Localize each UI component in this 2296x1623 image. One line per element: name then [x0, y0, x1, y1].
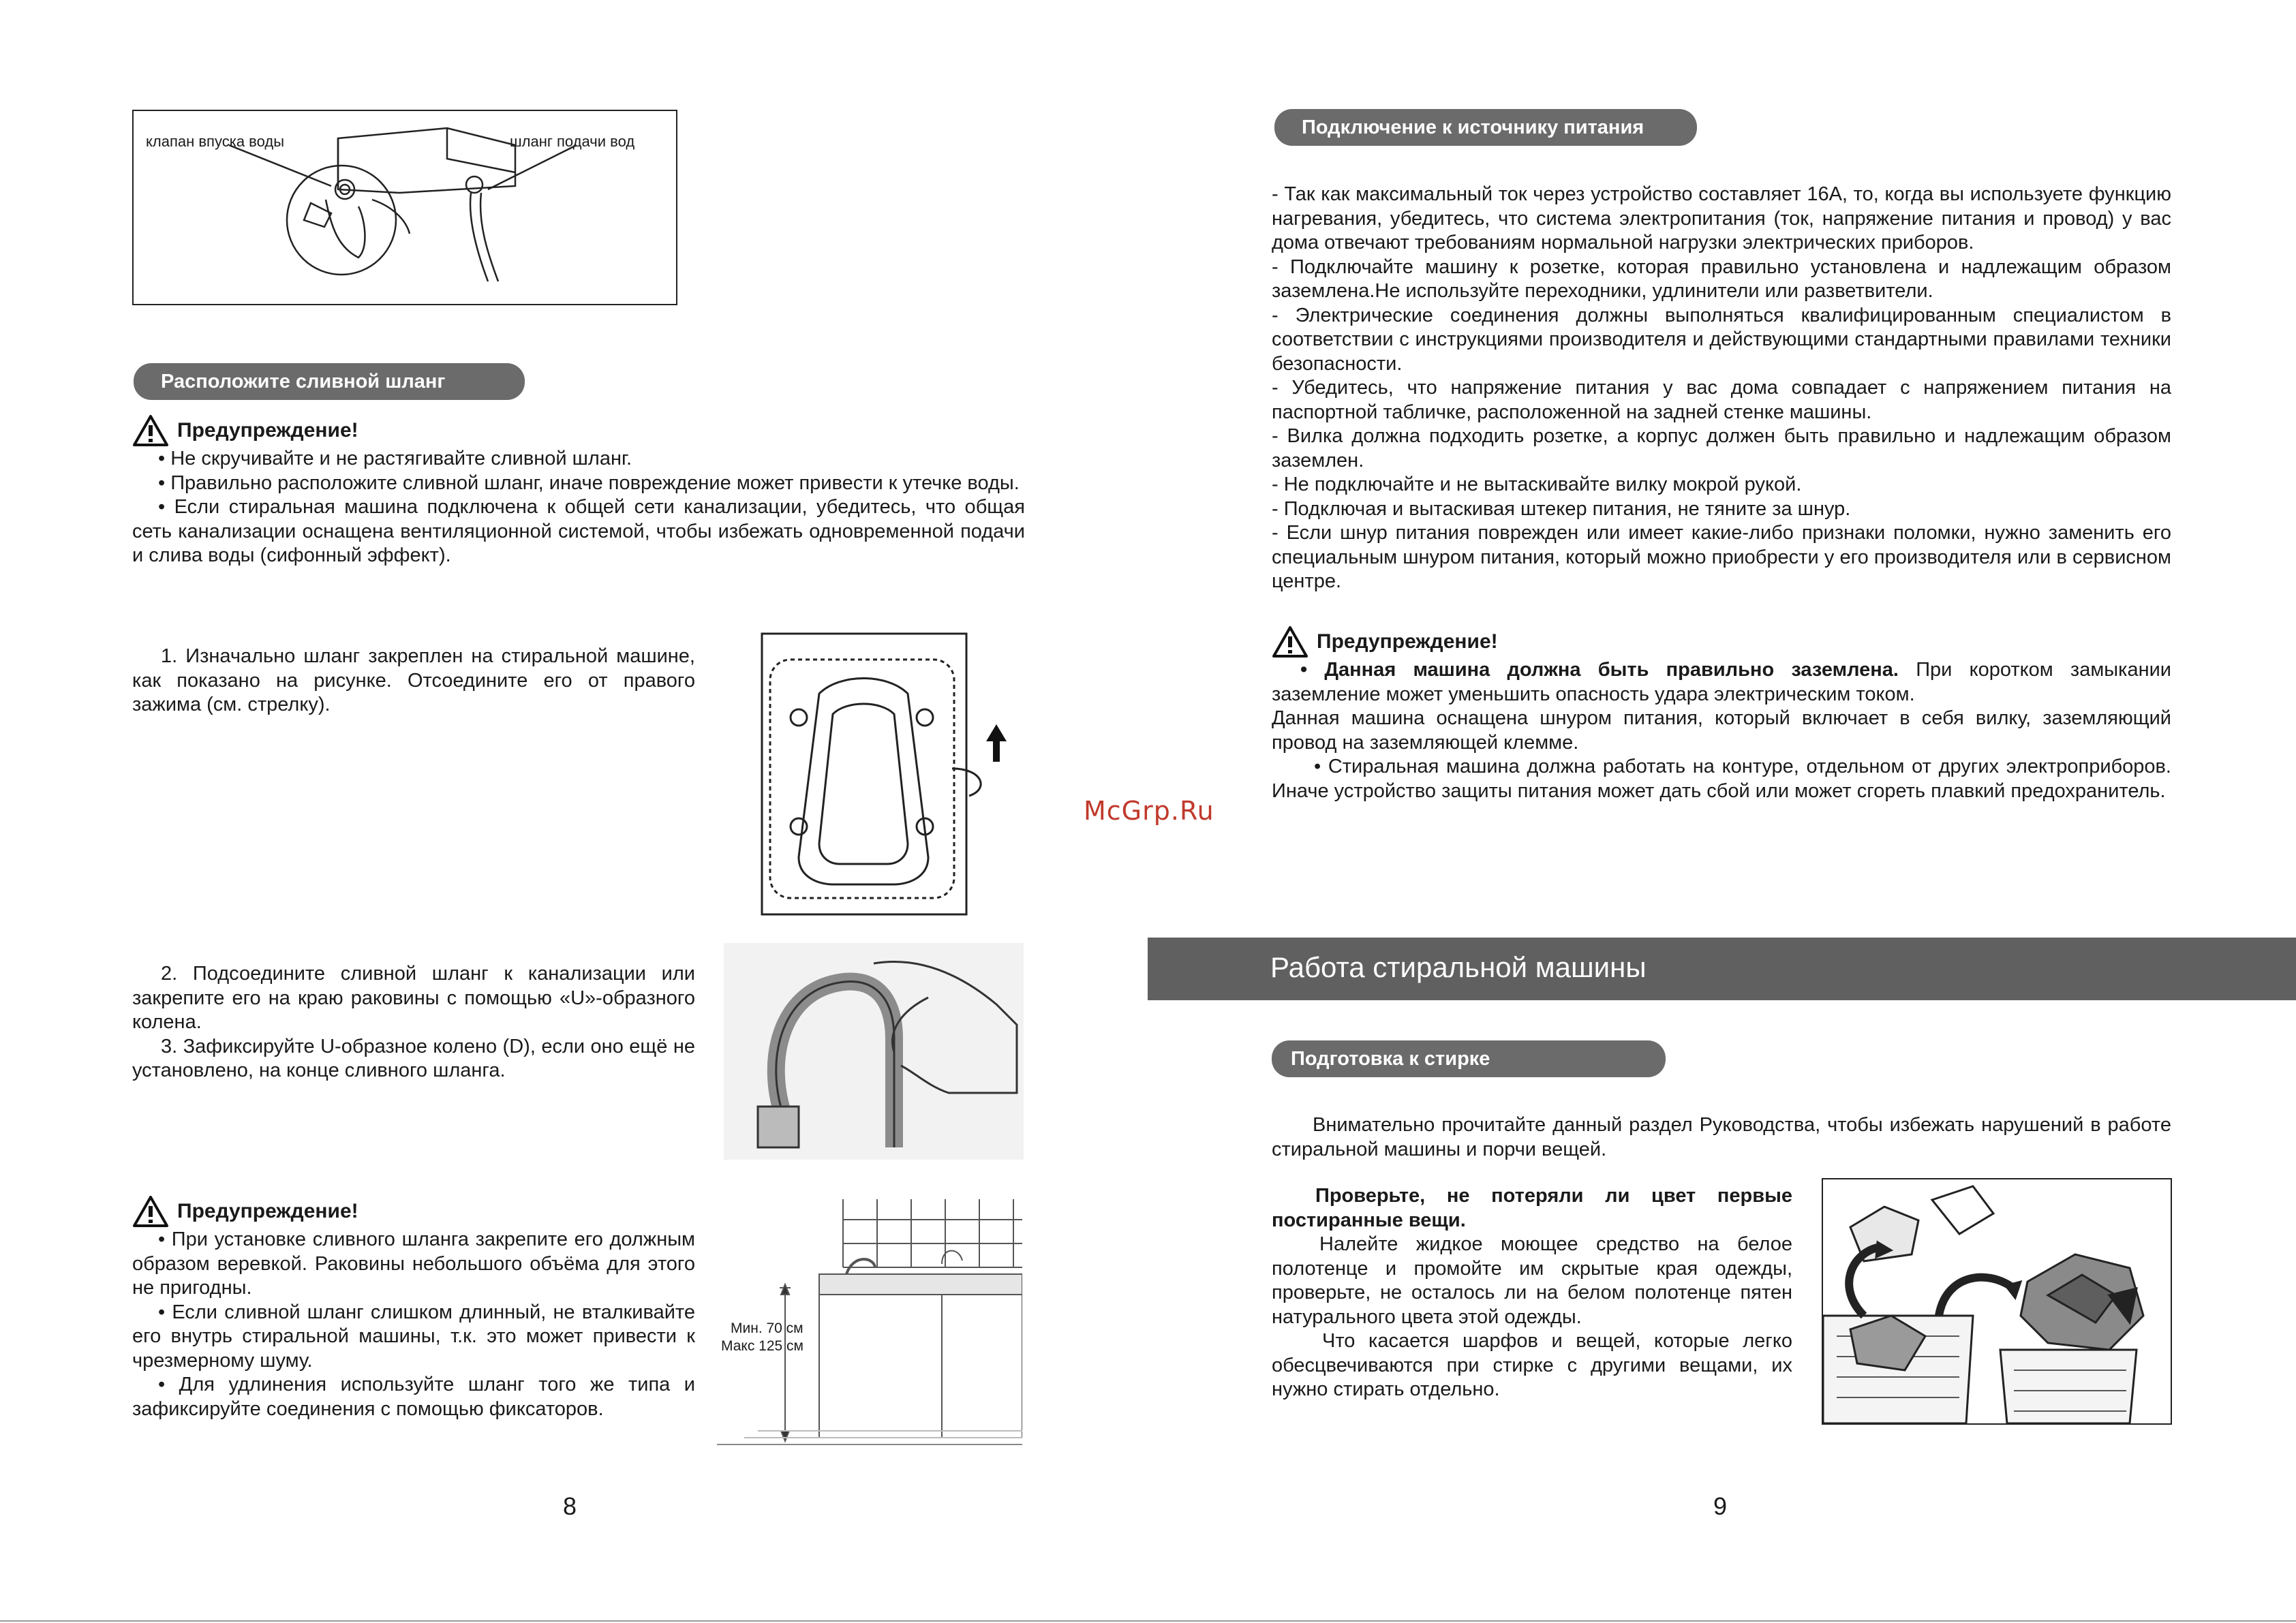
warning-block-1	[132, 414, 1025, 568]
power-item: - Электрические соединения должны выполняться квалифицированным специалистом в соответствии с инструкциями производителя и действующими стандартными правилами техники безопасности.	[1272, 304, 2171, 375]
power-item: - Не подключайте и не вытаскивайте вилку мокрой рукой.	[1272, 474, 1802, 495]
preparation-intro: Внимательно прочитайте данный раздел Руководства, чтобы избежать нарушений в работе стиральной машины и порчи вещей.	[1272, 1114, 2171, 1160]
step-1-text: 1. Изначально шланг закреплен на стиральной машине, как показано на рисунке. Отсоедините его от правого зажима (см. стрелку).	[132, 645, 695, 715]
bottom-rule	[0, 1620, 2296, 1622]
color-check-title: Проверьте, не потеряли ли цвет первые постиранные вещи.	[1272, 1185, 1792, 1231]
warning-triangle-icon	[132, 414, 169, 447]
separate-circuit-text: • Стиральная машина должна работать на контуре, отдельном от других электроприборов. Иначе устройство защиты питания может дать сбой или может сгореть плавкий предохранитель.	[1272, 756, 2171, 802]
watermark: McGrp.Ru	[1084, 796, 1214, 826]
section-title-drain-hose: Расположите сливной шланг	[134, 363, 525, 400]
warning-item: • Не скручивайте и не растягивайте сливной шланг.	[158, 448, 632, 469]
warning-item: • Если сливной шланг слишком длинный, не вталкивайте его внутрь стиральной машины, т.к. это может привести к чрезмерному шуму.	[132, 1301, 695, 1372]
section-title-preparation: Подготовка к стирке	[1272, 1040, 1666, 1077]
u-bend-hose-illustration	[724, 943, 1024, 1160]
inlet-valve-label: клапан впуска воды	[146, 133, 285, 150]
warning-item: • Для удлинения используйте шланг того же типа и зафиксируйте соединения с помощью фиксаторов.	[132, 1374, 695, 1420]
warning-title: Предупреждение!	[1317, 630, 1498, 653]
warning-heading	[132, 414, 1025, 447]
power-item: - Убедитесь, что напряжение питания у вас дома совпадает с напряжением питания на паспортной табличке, расположенной на задней стенке машины.	[1272, 377, 2171, 423]
warning-item: • При установке сливного шланга закрепите его должным образом веревкой. Раковины небольшого объёма для этого не пригодны.	[132, 1228, 695, 1299]
grounding-lead: • Данная машина должна быть правильно заземлена.	[1300, 659, 1899, 681]
warning-triangle-icon	[132, 1195, 169, 1228]
sink-height-illustration	[717, 1199, 1022, 1451]
chapter-title: Работа стиральной машины	[1270, 951, 1647, 983]
inlet-valve-figure	[132, 110, 677, 305]
power-item: - Если шнур питания поврежден или имеет какие-либо признаки поломки, нужно заменить его специальным шнуром питания, который можно приобрести у его производителя или в сервисном центре.	[1272, 522, 2171, 592]
grounding-text: При коротком замыкании заземление может уменьшить опасность удара электрическим током.	[1272, 659, 2171, 705]
page-number-left: 8	[563, 1492, 577, 1520]
step-2-text: 2. Подсоедините сливной шланг к канализации или закрепите его на краю раковины с помощью «U»-образного колена.	[132, 963, 695, 1033]
warning-title: Предупреждение!	[177, 419, 358, 442]
power-item: - Подключая и вытаскивая штекер питания, не тяните за шнур.	[1272, 497, 1851, 520]
machine-back-illustration	[758, 632, 1017, 917]
laundry-sorting-illustration	[1822, 1178, 2172, 1425]
inlet-valve-illustration	[134, 111, 676, 304]
color-check-para-2: Что касается шарфов и вещей, которые легко обесцвечиваются при стирке с другими вещами, их нужно стирать отдельно.	[1272, 1330, 1792, 1400]
warning-heading	[132, 1195, 695, 1228]
chapter-banner	[1148, 938, 2296, 1000]
page-number-right: 9	[1713, 1492, 1728, 1520]
step-3-text: 3. Зафиксируйте U-образное колено (D), если оно ещё не установлено, на конце сливного шланга.	[132, 1035, 695, 1081]
power-instructions	[1272, 183, 2171, 594]
section-title-power: Подключение к источнику питания	[1274, 109, 1697, 146]
warning-block-2	[132, 1195, 695, 1421]
power-item: - Подключайте машину к розетке, которая правильно установлена и надлежащим образом заземлена.Не используйте переходники, удлинители или разветвители.	[1272, 256, 2171, 302]
power-warning-block	[1272, 625, 2171, 803]
min-height-label: Мин. 70 см	[731, 1320, 803, 1336]
warning-title: Предупреждение!	[177, 1200, 358, 1222]
color-check-para-1: Налейте жидкое моющее средство на белое полотенце и промойте им скрытые края одежды, проверьте, не осталось ли на белом полотенце пятен натурального цвета этой одежды.	[1272, 1233, 1792, 1328]
warning-item: • Правильно расположите сливной шланг, иначе повреждение может привести к утечке воды.	[158, 472, 1020, 494]
steps-2-3	[132, 962, 695, 1083]
color-check-block	[1272, 1184, 1792, 1402]
warning-heading	[1272, 625, 2171, 658]
warning-item: • Если стиральная машина подключена к общей сети канализации, убедитесь, что общая сеть канализации оснащена вентиляционной системой, чтобы избежать одновременной подачи и слива воды (сифонный эффект).	[132, 496, 1025, 566]
supply-hose-label: шланг подачи вод	[510, 133, 635, 150]
power-item: - Вилка должна подходить розетке, а корпус должен быть правильно и надлежащим образом заземлен.	[1272, 425, 2171, 472]
max-height-label: Макс 125 см	[721, 1338, 803, 1354]
warning-triangle-icon	[1272, 625, 1308, 658]
power-item: - Так как максимальный ток через устройство составляет 16А, то, когда вы используете функцию нагревания, убедитесь, что система электропитания (ток, напряжение питания и провод) у вас дома отвечают требованиям нормальной нагрузки электрических приборов.	[1272, 183, 2171, 253]
power-cord-text: Данная машина оснащена шнуром питания, который включает в себя вилку, заземляющий провод на заземляющей клемме.	[1272, 707, 2171, 754]
